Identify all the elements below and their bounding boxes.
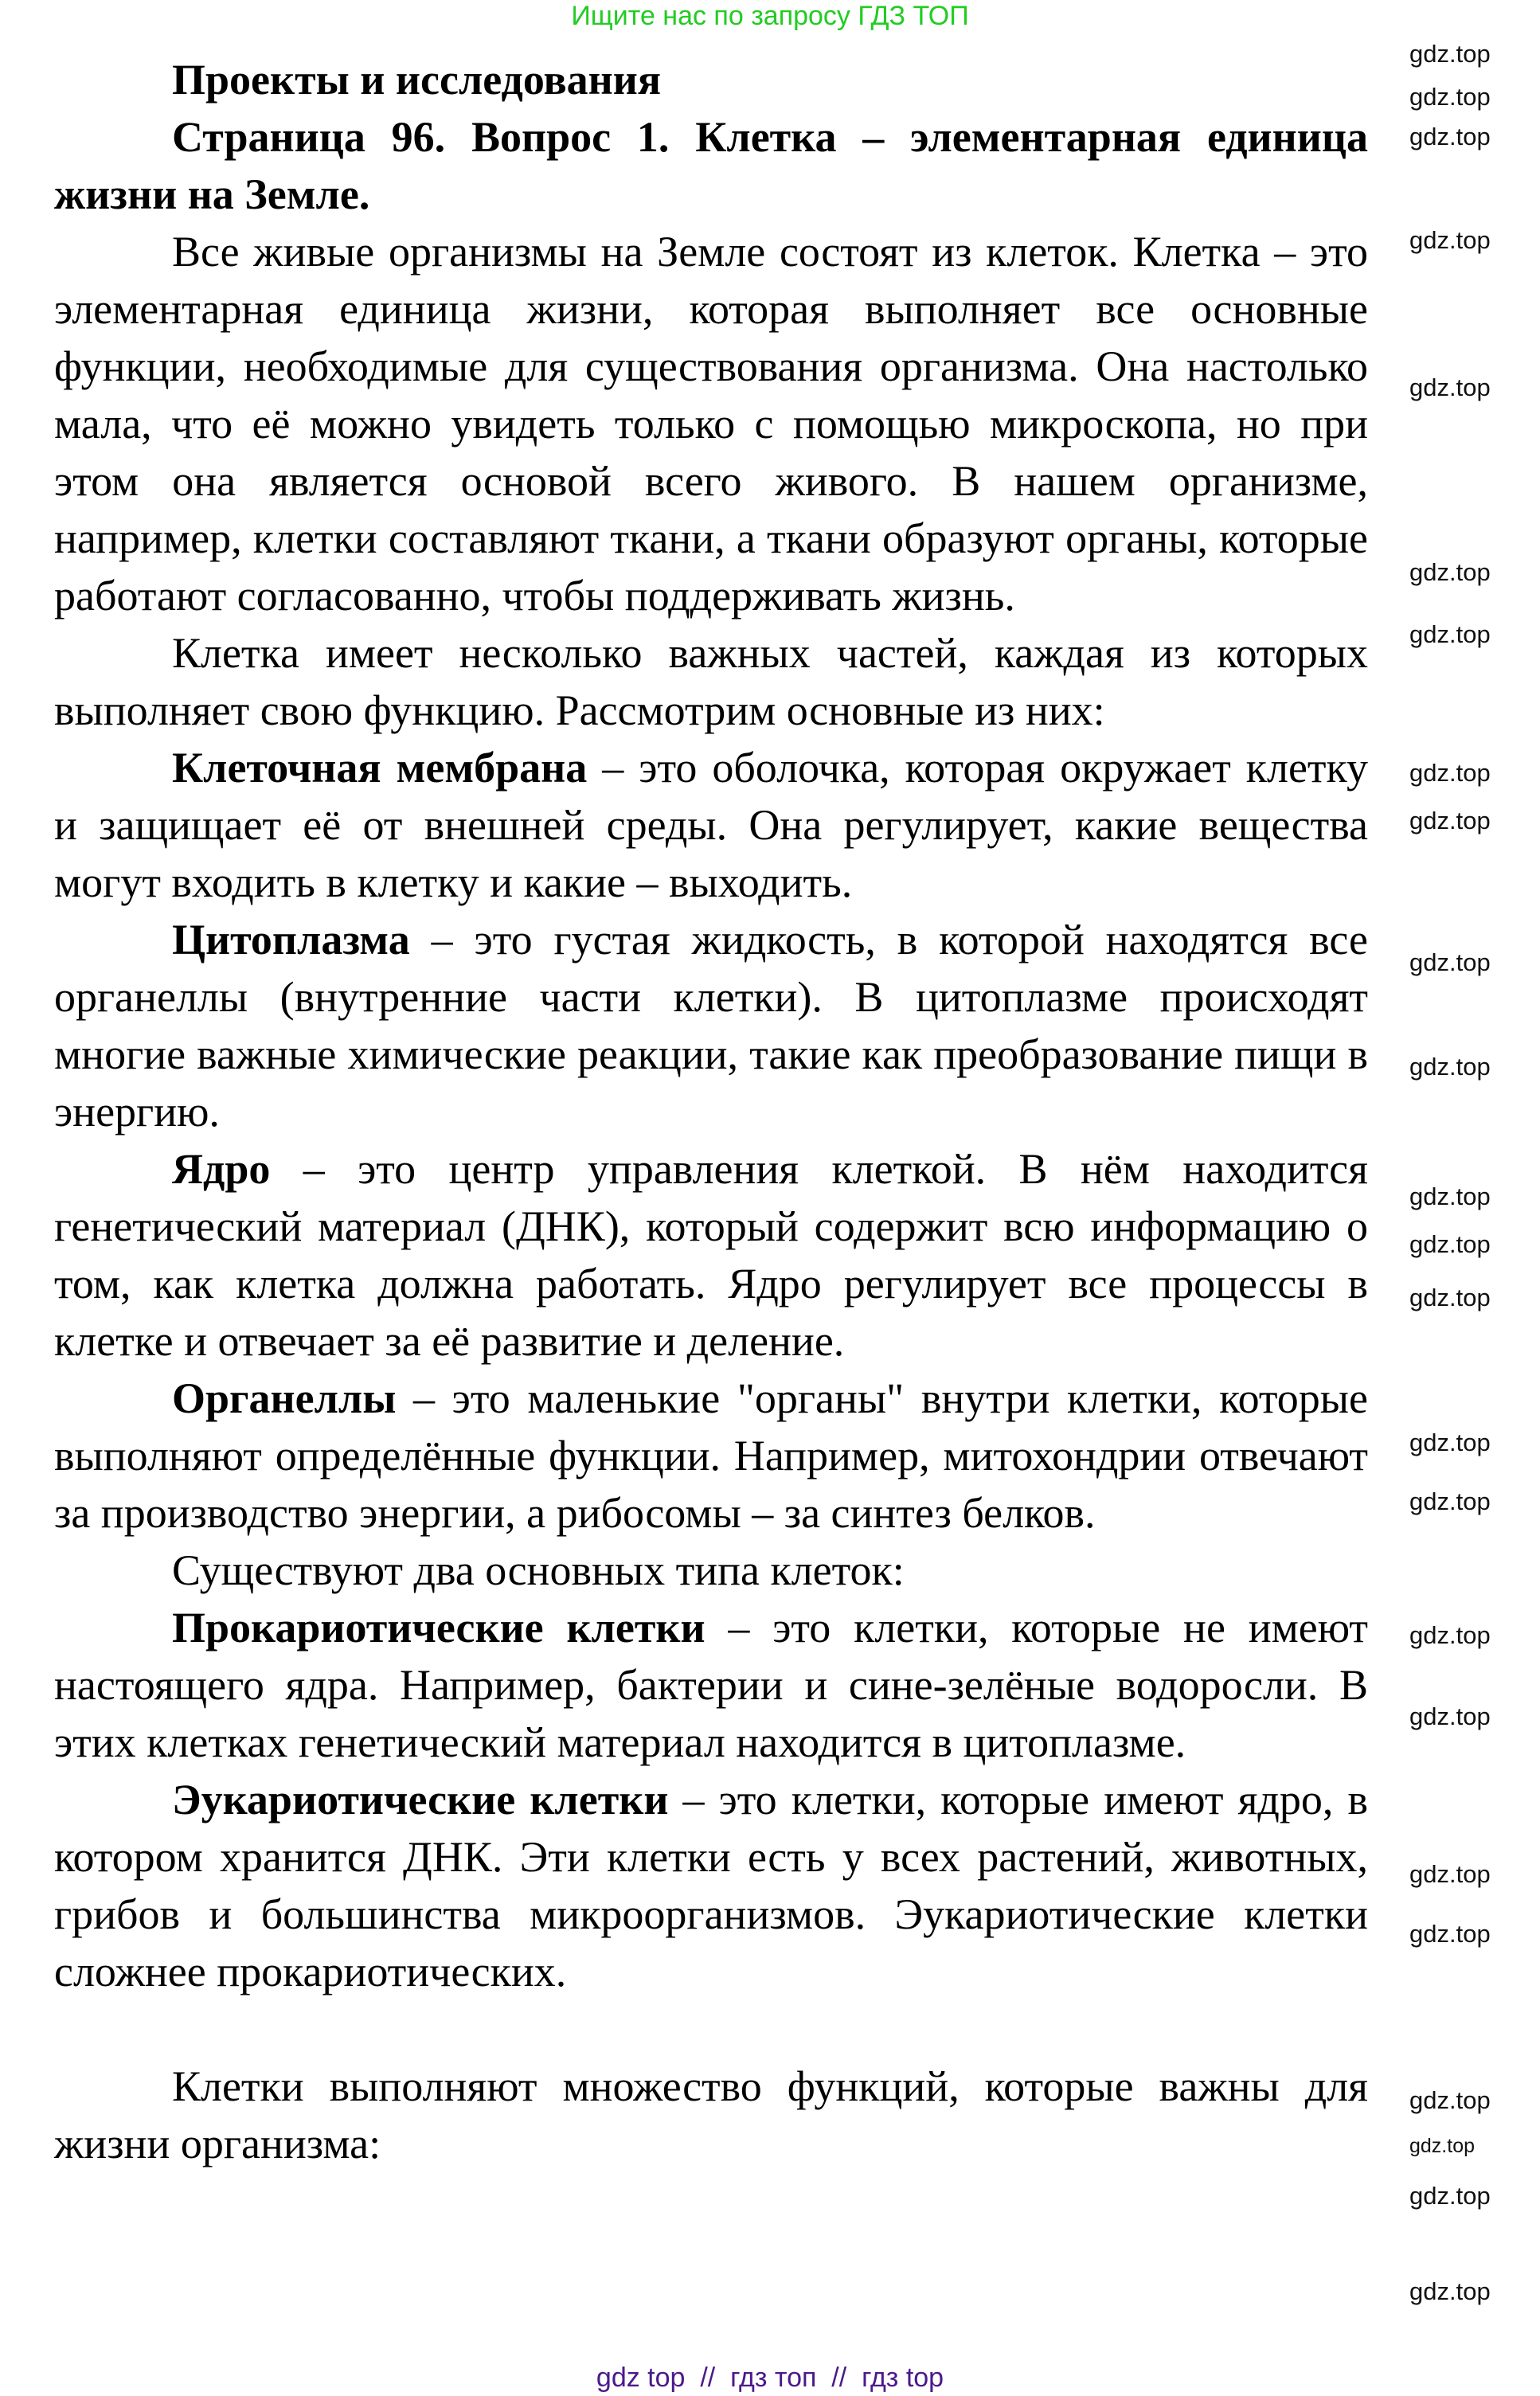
watermark: gdz.top <box>1409 123 1491 150</box>
watermark: gdz.top <box>1409 948 1491 976</box>
membrane-text: – это оболочка, которая окружает клетку и защищает её от внешней среды. Она регулирует, какие вещества могут входить в клетку и какие – выходить. <box>54 744 1368 906</box>
paragraph-intro: Все живые организмы на Земле состоят из клеток. Клетка – это элементарная единица жизни, которая выполняет все основные функции, необходимые для существования организма. Она настолько мала, что её можно увидеть только с помощью микроскопа, но при этом она является основой всего живого. В нашем организме, например, клетки составляют ткани, а ткани образуют органы, которые работают согласованно, чтобы поддерживать жизнь. <box>54 228 1368 620</box>
watermark: gdz.top <box>1409 1860 1491 1888</box>
paragraph-types-intro: Существуют два основных типа клеток: <box>172 1546 905 1594</box>
term-nucleus: Ядро <box>172 1145 271 1193</box>
eukaryotic-text: – это клетки, которые имеют ядро, в котором хранится ДНК. Эти клетки есть у всех растений, животных, грибов и большинства микроорганизмов. Эукариотические клетки сложнее прокариотических. <box>54 1776 1368 1995</box>
question-title <box>54 108 1368 223</box>
watermark: gdz.top <box>1409 2086 1491 2114</box>
watermark: gdz.top <box>1409 1284 1491 1311</box>
question-title-text: Страница 96. Вопрос 1. Клетка – элементарная единица жизни на Земле. <box>54 113 1368 218</box>
paragraph-organelles <box>54 1370 1368 1542</box>
term-cytoplasm: Цитоплазма <box>172 916 410 963</box>
watermark: gdz.top <box>1409 1920 1491 1948</box>
term-prokaryotic: Прокариотические клетки <box>172 1604 706 1651</box>
watermark: gdz.top <box>1409 759 1491 787</box>
watermark: gdz.top <box>1409 2277 1491 2305</box>
term-organelles: Органеллы <box>172 1374 397 1422</box>
paragraph-eukaryotic <box>54 1771 1368 2000</box>
watermark: gdz.top <box>1409 2182 1491 2210</box>
paragraph-cytoplasm <box>54 911 1368 1140</box>
paragraph-parts: Клетка имеет несколько важных частей, каждая из которых выполняет свою функцию. Рассмотрим основные из них: <box>54 629 1368 734</box>
watermark: gdz.top <box>1409 226 1491 254</box>
watermark: gdz.top <box>1409 1702 1491 1730</box>
watermark: gdz.top <box>1409 2135 1476 2157</box>
watermark: gdz.top <box>1409 620 1491 648</box>
watermark: gdz.top <box>1409 1487 1491 1515</box>
watermark: gdz.top <box>1409 558 1491 586</box>
bottom-site-banner: gdz top // гдз топ // гдз top <box>596 2363 944 2393</box>
blank-line <box>54 2000 1368 2058</box>
watermark: gdz.top <box>1409 83 1491 111</box>
paragraph-functions-intro: Клетки выполняют множество функций, которые важны для жизни организма: <box>54 2062 1368 2167</box>
prokaryotic-text: – это клетки, которые не имеют настоящего ядра. Например, бактерии и сине-зелёные водоросли. В этих клетках генетический материал находится в цитоплазме. <box>54 1604 1368 1766</box>
watermark: gdz.top <box>1409 1053 1491 1081</box>
document-body <box>54 51 1368 2172</box>
watermark: gdz.top <box>1409 807 1491 834</box>
watermark: gdz.top <box>1409 373 1491 401</box>
top-search-banner: Ищите нас по запросу ГДЗ ТОП <box>571 1 969 31</box>
nucleus-text: – это центр управления клеткой. В нём находится генетический материал (ДНК), который содержит всю информацию о том, как клетка должна работать. Ядро регулирует все процессы в клетке и отвечает за её развитие и деление. <box>54 1145 1368 1365</box>
cytoplasm-text: – это густая жидкость, в которой находятся все органеллы (внутренние части клетки). В цитоплазме происходят многие важные химические реакции, такие как преобразование пищи в энергию. <box>54 916 1368 1135</box>
organelles-text: – это маленькие "органы" внутри клетки, которые выполняют определённые функции. Например, митохондрии отвечают за производство энергии, а рибосомы – за синтез белков. <box>54 1374 1368 1537</box>
watermark: gdz.top <box>1409 1182 1491 1210</box>
watermark: gdz.top <box>1409 1429 1491 1456</box>
watermark: gdz.top <box>1409 40 1491 68</box>
section-title-text: Проекты и исследования <box>172 56 662 104</box>
term-eukaryotic: Эукариотические клетки <box>172 1776 669 1823</box>
paragraph-nucleus <box>54 1140 1368 1370</box>
paragraph-prokaryotic <box>54 1599 1368 1771</box>
section-title <box>54 51 1368 108</box>
watermark: gdz.top <box>1409 1230 1491 1258</box>
term-membrane: Клеточная мембрана <box>172 744 588 792</box>
paragraph-membrane <box>54 739 1368 911</box>
watermark: gdz.top <box>1409 1621 1491 1649</box>
